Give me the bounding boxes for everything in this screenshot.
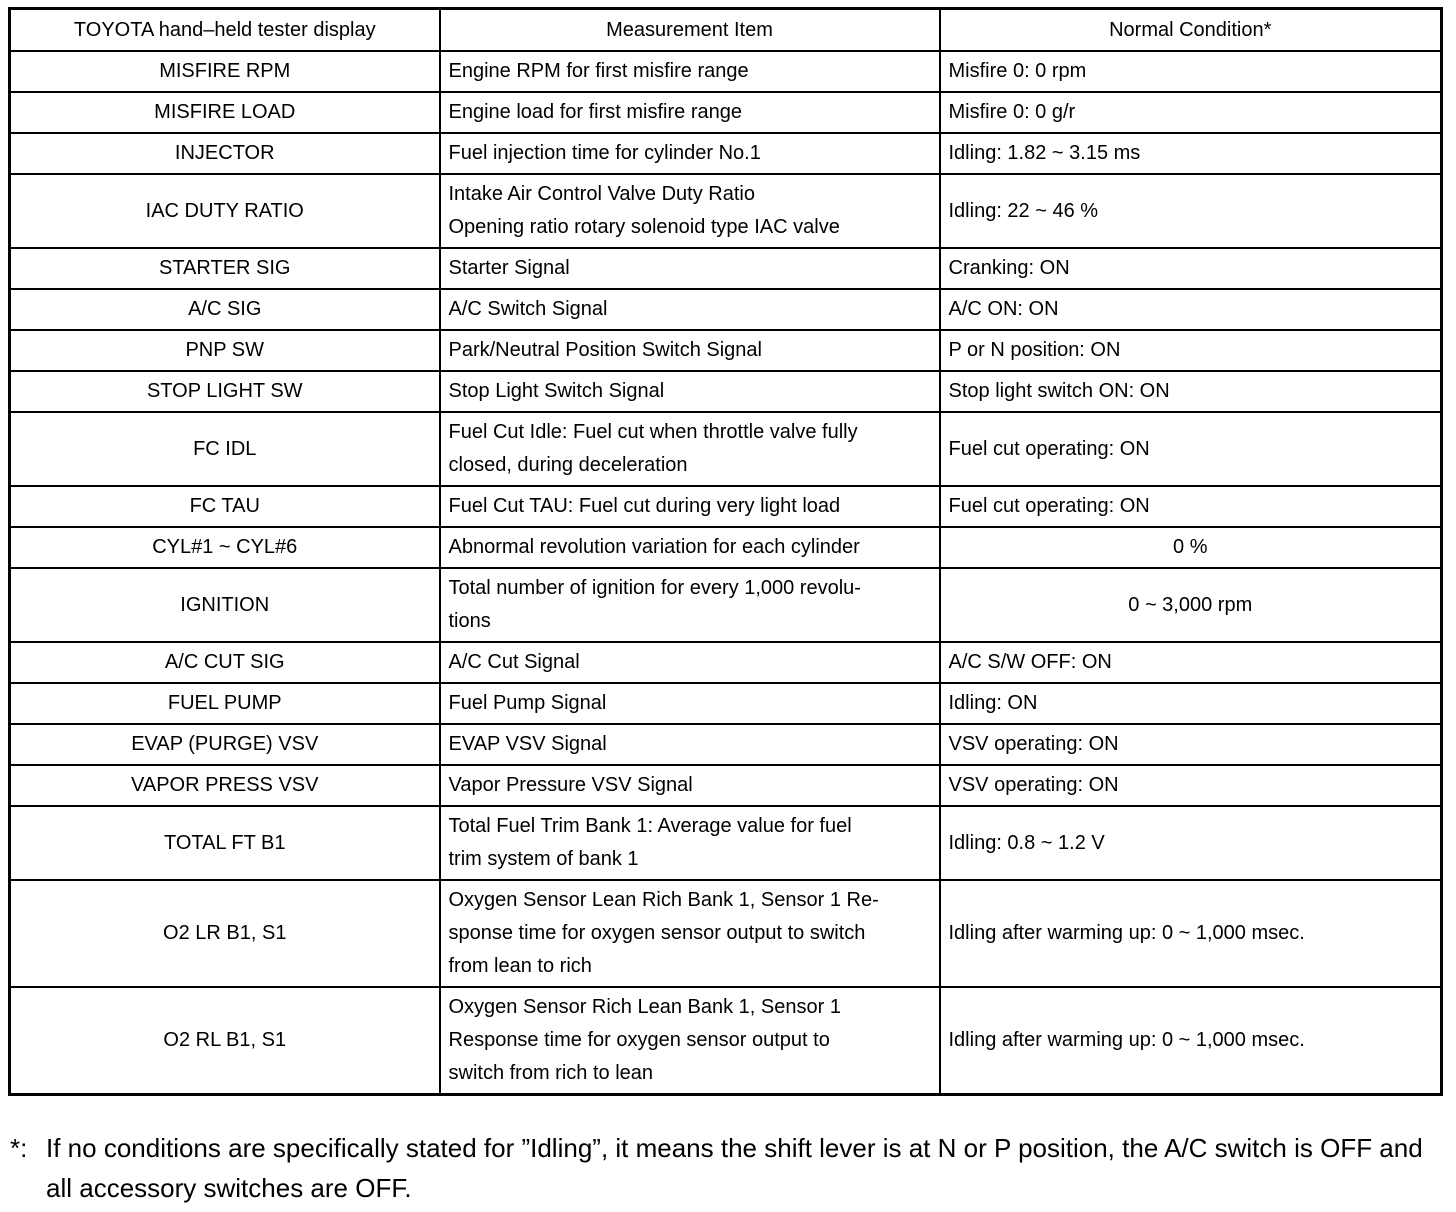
normal-condition-cell: VSV operating: ON bbox=[940, 724, 1442, 765]
measurement-item-cell bbox=[440, 642, 940, 683]
table-body bbox=[10, 51, 1442, 1095]
header-measurement-item: Measurement Item bbox=[440, 9, 940, 52]
normal-condition-cell: P or N position: ON bbox=[940, 330, 1442, 371]
table-row bbox=[10, 568, 1442, 642]
measurement-item-line: closed, during deceleration bbox=[448, 454, 688, 476]
measurement-item-line: trim system of bank 1 bbox=[448, 848, 639, 870]
table-row bbox=[10, 683, 1442, 724]
table-row bbox=[10, 330, 1442, 371]
measurement-item-cell bbox=[440, 683, 940, 724]
normal-condition-cell: Idling after warming up: 0 ~ 1,000 msec. bbox=[940, 880, 1442, 987]
tester-display-cell: EVAP (PURGE) VSV bbox=[10, 724, 440, 765]
table-row bbox=[10, 51, 1442, 92]
normal-condition-cell: Cranking: ON bbox=[940, 248, 1442, 289]
tester-display-cell: A/C SIG bbox=[10, 289, 440, 330]
table-row bbox=[10, 724, 1442, 765]
measurement-item-line: Oxygen Sensor Rich Lean Bank 1, Sensor 1 bbox=[448, 996, 841, 1018]
measurement-item-line: A/C Switch Signal bbox=[448, 298, 608, 320]
measurement-item-line: Vapor Pressure VSV Signal bbox=[448, 774, 693, 796]
measurement-item-line: Abnormal revolution variation for each cylinder bbox=[448, 536, 860, 558]
header-normal-condition: Normal Condition* bbox=[940, 9, 1442, 52]
measurement-item-cell bbox=[440, 133, 940, 174]
measurement-item-line: tions bbox=[448, 610, 491, 632]
measurement-item-line: Oxygen Sensor Lean Rich Bank 1, Sensor 1 Re- bbox=[448, 889, 879, 911]
measurement-item-cell bbox=[440, 248, 940, 289]
table-row bbox=[10, 642, 1442, 683]
measurement-item-line: Park/Neutral Position Switch Signal bbox=[448, 339, 762, 361]
normal-condition-cell: Misfire 0: 0 g/r bbox=[940, 92, 1442, 133]
measurement-item-cell bbox=[440, 51, 940, 92]
measurement-item-cell bbox=[440, 486, 940, 527]
normal-condition-cell: Idling: 0.8 ~ 1.2 V bbox=[940, 806, 1442, 880]
normal-condition-cell: Fuel cut operating: ON bbox=[940, 486, 1442, 527]
measurement-item-cell bbox=[440, 412, 940, 486]
tester-display-cell: VAPOR PRESS VSV bbox=[10, 765, 440, 806]
measurement-item-line: Fuel Cut Idle: Fuel cut when throttle valve fully bbox=[448, 421, 858, 443]
measurement-item-line: Starter Signal bbox=[448, 257, 570, 279]
tester-display-cell: STARTER SIG bbox=[10, 248, 440, 289]
measurement-item-line: Opening ratio rotary solenoid type IAC valve bbox=[448, 216, 840, 238]
measurement-item-line: Fuel Pump Signal bbox=[448, 692, 607, 714]
measurement-item-line: Intake Air Control Valve Duty Ratio bbox=[448, 183, 755, 205]
tester-display-cell: PNP SW bbox=[10, 330, 440, 371]
table-row bbox=[10, 174, 1442, 248]
measurement-item-cell bbox=[440, 987, 940, 1095]
footnote-marker: *: bbox=[10, 1133, 28, 1163]
measurement-item-cell bbox=[440, 880, 940, 987]
tester-display-cell: FC IDL bbox=[10, 412, 440, 486]
table-row bbox=[10, 371, 1442, 412]
tester-display-cell: FUEL PUMP bbox=[10, 683, 440, 724]
tester-display-cell: MISFIRE LOAD bbox=[10, 92, 440, 133]
tester-display-cell: O2 LR B1, S1 bbox=[10, 880, 440, 987]
normal-condition-cell: Idling after warming up: 0 ~ 1,000 msec. bbox=[940, 987, 1442, 1095]
measurement-item-line: Engine load for first misfire range bbox=[448, 101, 742, 123]
normal-condition-cell: 0 ~ 3,000 rpm bbox=[940, 568, 1442, 642]
measurement-item-line: from lean to rich bbox=[448, 955, 592, 977]
normal-condition-cell: A/C ON: ON bbox=[940, 289, 1442, 330]
measurement-item-line: Fuel Cut TAU: Fuel cut during very light load bbox=[448, 495, 841, 517]
normal-condition-cell: Fuel cut operating: ON bbox=[940, 412, 1442, 486]
measurement-item-line: EVAP VSV Signal bbox=[448, 733, 607, 755]
measurement-item-line: Response time for oxygen sensor output to bbox=[448, 1029, 830, 1051]
normal-condition-cell: VSV operating: ON bbox=[940, 765, 1442, 806]
tester-display-cell: STOP LIGHT SW bbox=[10, 371, 440, 412]
measurement-item-line: Total number of ignition for every 1,000 revolu- bbox=[448, 577, 861, 599]
measurement-item-line: A/C Cut Signal bbox=[448, 651, 580, 673]
measurement-item-cell bbox=[440, 806, 940, 880]
table-row bbox=[10, 880, 1442, 987]
measurement-item-line: sponse time for oxygen sensor output to switch bbox=[448, 922, 866, 944]
normal-condition-cell: Idling: 1.82 ~ 3.15 ms bbox=[940, 133, 1442, 174]
measurement-item-cell bbox=[440, 568, 940, 642]
tester-display-cell: INJECTOR bbox=[10, 133, 440, 174]
tester-display-cell: CYL#1 ~ CYL#6 bbox=[10, 527, 440, 568]
tester-display-cell: IGNITION bbox=[10, 568, 440, 642]
normal-condition-cell: 0 % bbox=[940, 527, 1442, 568]
table-row bbox=[10, 806, 1442, 880]
footnote bbox=[10, 1128, 1450, 1208]
measurement-item-line: Stop Light Switch Signal bbox=[448, 380, 665, 402]
measurement-item-line: switch from rich to lean bbox=[448, 1062, 654, 1084]
normal-condition-cell: Stop light switch ON: ON bbox=[940, 371, 1442, 412]
tester-display-cell: FC TAU bbox=[10, 486, 440, 527]
table-header-row bbox=[10, 9, 1442, 52]
measurement-item-cell bbox=[440, 289, 940, 330]
measurement-item-cell bbox=[440, 174, 940, 248]
spec-document bbox=[8, 7, 1440, 1096]
measurement-item-cell bbox=[440, 92, 940, 133]
table-row bbox=[10, 248, 1442, 289]
tester-display-cell: IAC DUTY RATIO bbox=[10, 174, 440, 248]
table-row bbox=[10, 987, 1442, 1095]
normal-condition-cell: Misfire 0: 0 rpm bbox=[940, 51, 1442, 92]
measurement-item-line: Fuel injection time for cylinder No.1 bbox=[448, 142, 761, 164]
measurement-item-cell bbox=[440, 765, 940, 806]
tester-display-cell: O2 RL B1, S1 bbox=[10, 987, 440, 1095]
measurement-item-cell bbox=[440, 724, 940, 765]
table-row bbox=[10, 289, 1442, 330]
table-row bbox=[10, 412, 1442, 486]
measurement-item-cell bbox=[440, 371, 940, 412]
normal-condition-cell: Idling: ON bbox=[940, 683, 1442, 724]
normal-condition-cell: Idling: 22 ~ 46 % bbox=[940, 174, 1442, 248]
table-row bbox=[10, 133, 1442, 174]
measurement-table bbox=[8, 7, 1443, 1096]
table-row bbox=[10, 765, 1442, 806]
tester-display-cell: TOTAL FT B1 bbox=[10, 806, 440, 880]
measurement-item-cell bbox=[440, 330, 940, 371]
table-row bbox=[10, 92, 1442, 133]
table-row bbox=[10, 486, 1442, 527]
footnote-text: If no conditions are specifically stated for ”Idling”, it means the shift lever is at N or P position, the A/C switch is OFF and all accessory switches are OFF. bbox=[46, 1133, 1423, 1203]
header-tester-display: TOYOTA hand–held tester display bbox=[10, 9, 440, 52]
tester-display-cell: MISFIRE RPM bbox=[10, 51, 440, 92]
tester-display-cell: A/C CUT SIG bbox=[10, 642, 440, 683]
measurement-item-line: Engine RPM for first misfire range bbox=[448, 60, 749, 82]
measurement-item-line: Total Fuel Trim Bank 1: Average value for fuel bbox=[448, 815, 852, 837]
normal-condition-cell: A/C S/W OFF: ON bbox=[940, 642, 1442, 683]
measurement-item-cell bbox=[440, 527, 940, 568]
table-row bbox=[10, 527, 1442, 568]
